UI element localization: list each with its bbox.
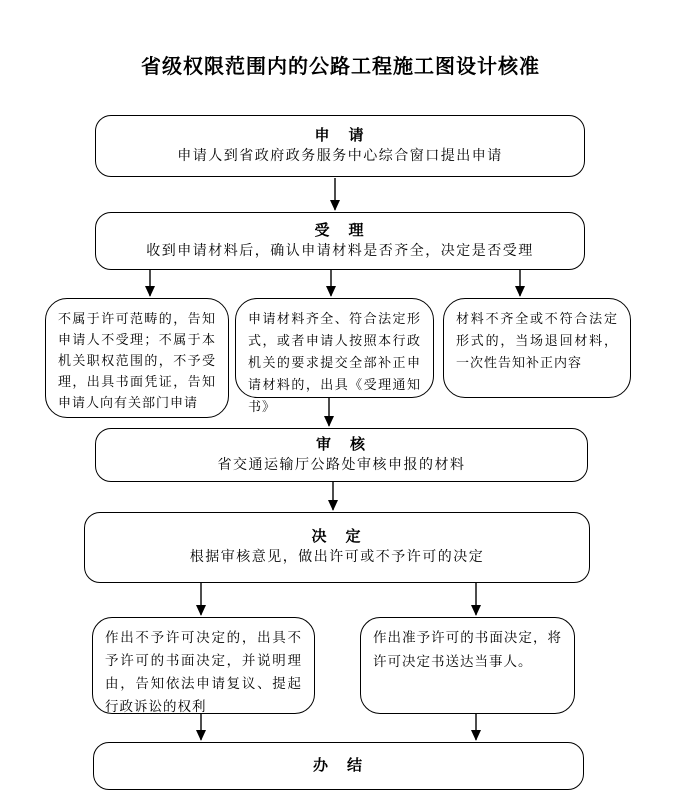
flowchart-title: 省级权限范围内的公路工程施工图设计核准: [141, 56, 540, 78]
node-complete-title: 办 结: [312, 758, 364, 774]
node-grant: 作出准予许可的书面决定，将许可决定书送达当事人。: [360, 617, 575, 714]
node-returned: 材料不齐全或不符合法定形式的，当场退回材料，一次性告知补正内容: [443, 298, 631, 398]
node-decision-body: 根据审核意见，做出许可或不予许可的决定: [189, 550, 485, 565]
node-accept: [95, 212, 585, 270]
node-decision: [84, 512, 590, 583]
node-accept-body: 收到申请材料后，确认申请材料是否齐全，决定是否受理: [146, 243, 534, 259]
node-not-accepted: 不属于许可范畴的，告知申请人不受理；不属于本机关职权范围的，不予受理，出具书面凭证，告知申请人向有关部门申请: [45, 298, 229, 418]
node-accept-title: 受 理: [314, 222, 366, 239]
node-apply-body: 申请人到省政府政务服务中心综合窗口提出申请: [177, 148, 503, 164]
node-deny: 作出不予许可决定的，出具不予许可的书面决定，并说明理由，告知依法申请复议、提起行政诉讼的权利: [92, 617, 315, 714]
node-accepted: 申请材料齐全、符合法定形式，或者申请人按照本行政机关的要求提交全部补正申请材料的，出具《受理通知书》: [235, 298, 434, 398]
node-review: [95, 428, 588, 482]
node-complete: [93, 742, 584, 790]
node-decision-title: 决 定: [311, 529, 363, 545]
node-apply-title: 申 请: [314, 127, 366, 144]
node-review-body: 省交通运输厅公路处审核申报的材料: [217, 457, 466, 473]
node-apply: [95, 115, 585, 177]
node-review-title: 审 核: [315, 436, 367, 453]
